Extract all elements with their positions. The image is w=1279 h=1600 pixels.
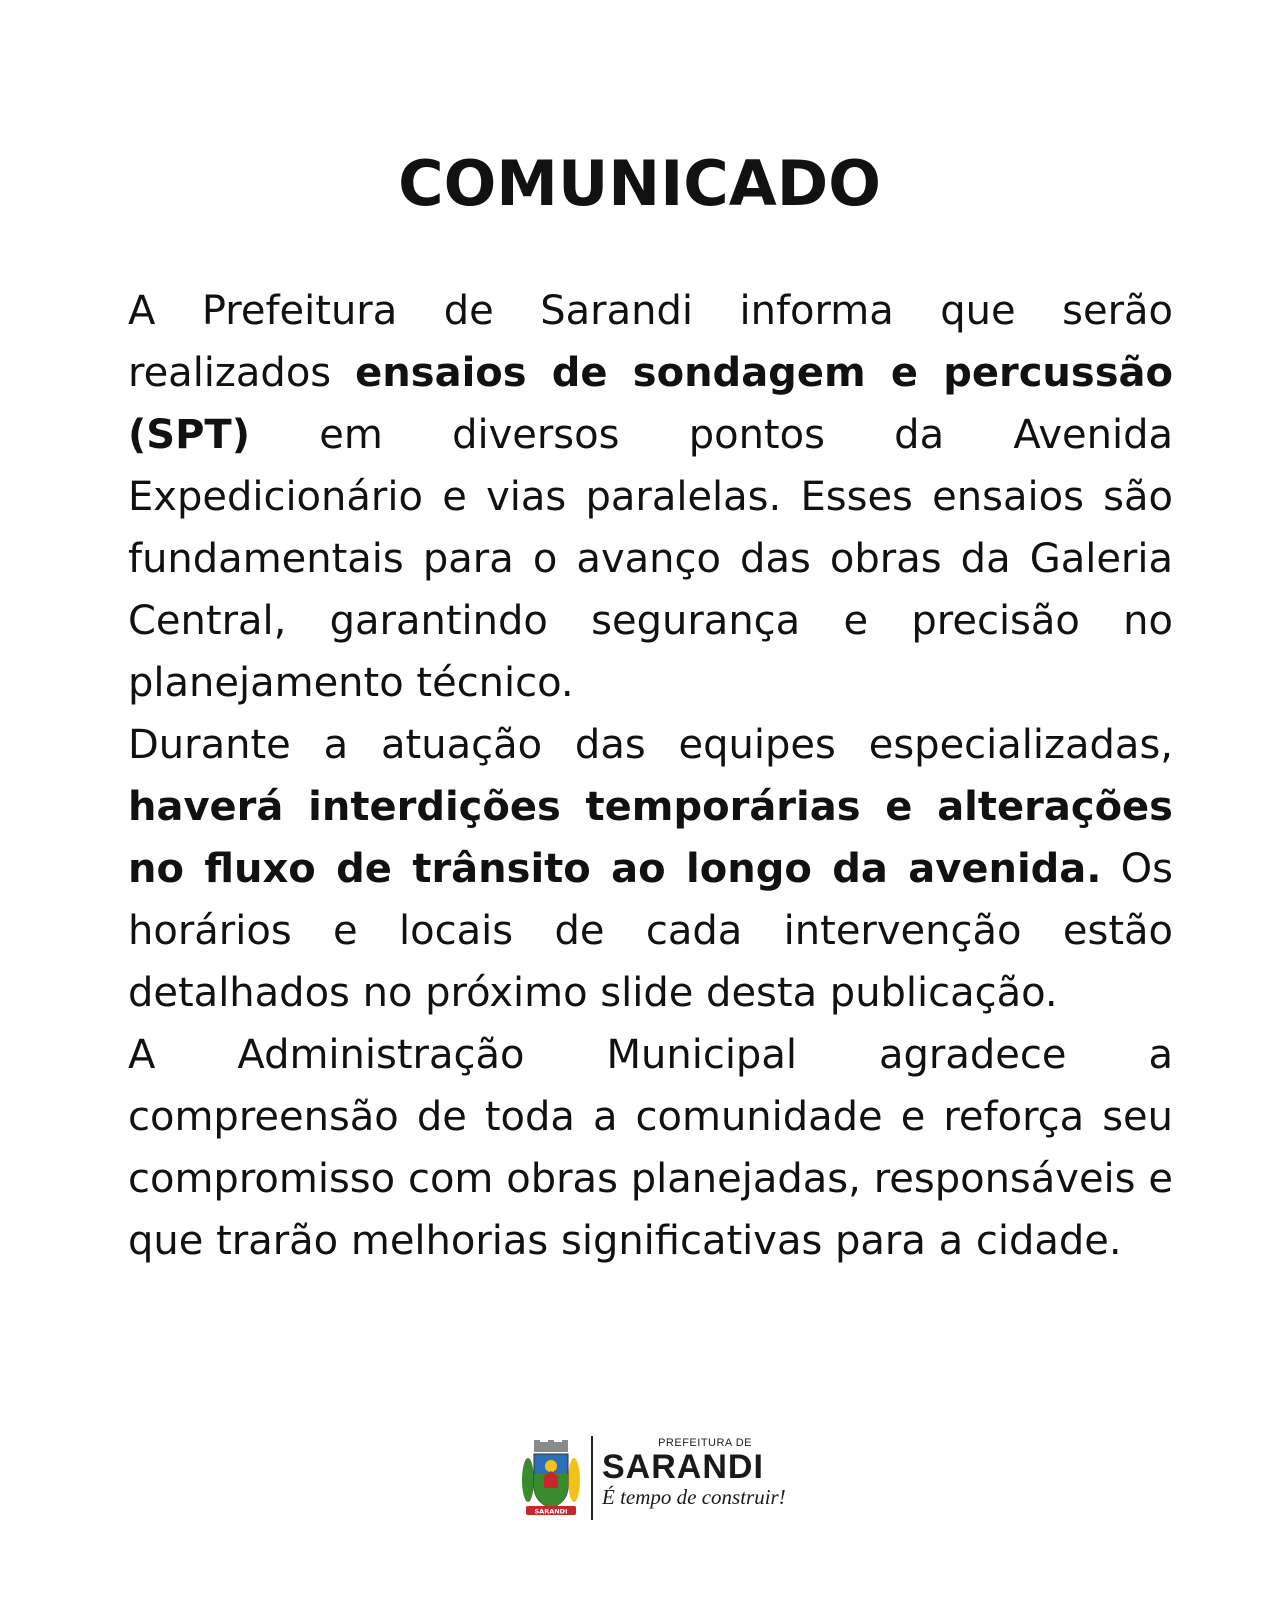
footer-logo: [0, 1436, 1279, 1526]
brand-slogan: É tempo de construir!: [602, 1485, 786, 1509]
paragraph-1-bold: ensaios de sondagem e percussão (SPT): [128, 350, 1173, 458]
paragraph-3: [128, 1024, 1173, 1272]
paragraph-2-text-b: Os horários e locais de cada intervenção estão detalhados no próximo slide desta publicação.: [128, 846, 1174, 1016]
paragraph-2-text-a: Durante a atuação das equipes especializadas,: [128, 722, 1173, 768]
paragraph-3-text: A Administração Municipal agradece a compreensão de toda a comunidade e reforça seu compromisso com obras planejadas, responsáveis e que trarão melhorias significativas para a cidade.: [128, 1032, 1173, 1264]
page-title: COMUNICADO: [398, 147, 881, 220]
paragraph-1-text-b: em diversos pontos da Avenida Expedicionário e vias paralelas. Esses ensaios são fundamentais para o avanço das obras da Galeria Central, garantindo segurança e precisão no planejamento técnico.: [128, 412, 1173, 706]
brand-name: SARANDI: [602, 1448, 764, 1486]
paragraph-1-text-a: A Prefeitura de Sarandi informa que serão realizados: [128, 288, 1173, 396]
paragraph-1: [128, 280, 1173, 714]
logo-divider: [591, 1436, 593, 1520]
paragraph-2-bold: haverá interdições temporárias e alterações no fluxo de trânsito ao longo da avenida.: [128, 784, 1173, 892]
brand-prefix: PREFEITURA DE: [658, 1437, 752, 1449]
announcement-body: [128, 280, 1173, 1272]
brand-text: [602, 1436, 822, 1510]
paragraph-2: [128, 714, 1173, 1024]
crest-ribbon-text: SARANDI: [534, 1507, 568, 1516]
city-crest-icon: [520, 1440, 582, 1520]
